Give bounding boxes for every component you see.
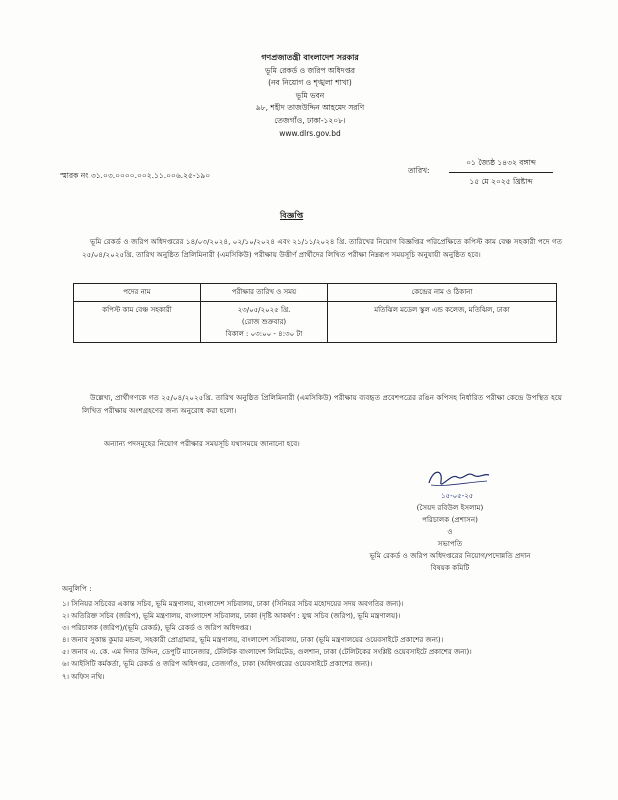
letterhead: [170, 52, 450, 140]
signatory-and: ও: [447, 527, 453, 536]
exam-day: (রোজ শুক্রবার): [241, 318, 287, 326]
list-item: ৩। পরিচালক (জরিপ)/(ভূমি রেকর্ড), ভূমি রেকর্ড ও জরিপ অধিদপ্তর।: [62, 624, 252, 633]
list-item: ৬। আইসিটি কর্মকর্তা, ভূমি রেকর্ড ও জরিপ অধিদপ্তর, তেজগাঁও, ঢাকা (অধিদপ্তরের ওয়েবসাইটে প্রকাশের জন্য)।: [62, 660, 373, 669]
header-date-time: পরীক্ষার তারিখ ও সময়: [201, 284, 328, 302]
signatory-designation: পরিচালক (প্রশাসন): [422, 515, 478, 524]
notice-paragraph-2: উল্লেখ্য, প্রার্থীগণকে গত ২৫/০৪/২০২৫খ্রি. তারিখ অনুষ্ঠিত প্রিলিমিনারী (এমসিকিউ) পরীক্ষায় ব্যবহৃত প্রবেশপত্রের রঙিন কপিসহ নির্ধারিত পরীক্ষা কেন্দ্রে উপস্থিত হয়ে লিখিত পরীক্ষায় অংশগ্রহণের জন্য অনুরোধ করা হলো।: [82, 393, 562, 415]
cell-centre: মতিঝিল মডেল স্কুল এন্ড কলেজ, মতিঝিল, ঢাকা: [328, 302, 557, 343]
list-item: ১। সিনিয়র সচিবের একান্ত সচিব, ভূমি মন্ত্রণালয়, বাংলাদেশ সচিবালয়, ঢাকা (সিনিয়র সচিব মহোদয়ের সদয় অবগতির জন্য)।: [62, 600, 404, 608]
list-item: ৪। জনাব সুকান্ত কুমার মন্ডল, সহকারী প্রোগ্রামার, ভূমি মন্ত্রণালয়, বাংলাদেশ সচিবালয়, ঢাকা (ভূমি মন্ত্রণালয়ের ওয়েবসাইটে প্রকাশের জন্য)।: [62, 636, 444, 645]
signature-date: ১৫-০৫-২৫: [441, 492, 474, 500]
header-centre: কেন্দ্রের নাম ও ঠিকানা: [328, 284, 557, 302]
website[interactable]: www.dlrs.gov.bd: [279, 128, 341, 138]
signature-icon: [423, 463, 493, 503]
notice-title: বিজ্ঞপ্তি: [280, 211, 304, 220]
table-header-row: [74, 284, 557, 302]
notice-paragraph-1: ভূমি রেকর্ড ও জরিপ অধিদপ্তরের ১৪/০৩/২০২৪, ০২/১০/২০২৪ এবং ২১/১১/২০২৪ খ্রি. তারিখের নিয়োগ বিজ্ঞপ্তির পরিপ্রেক্ষিতে কপিস্ট কাম বেঞ্চ সহকারী পদে গত ২৫/০৪/২০২৫খ্রি. তারিখ অনুষ্ঠিত প্রিলিমিনারী (এমসিকিউ) পরীক্ষায় উত্তীর্ণ প্রার্থীদের লিখিত পরীক্ষা নিম্নরূপ সময়সূচি অনুযায়ী অনুষ্ঠিত হবে।: [82, 237, 562, 259]
exam-date: ২৩/০৫/২০২৫ খ্রি.: [237, 306, 291, 314]
copy-list: [62, 598, 562, 683]
date-bangla: ০১ জ্যৈষ্ঠ ১৪৩২ বঙ্গাব্দ: [449, 158, 553, 173]
cell-post: কপিস্ট কাম বেঞ্চ সহকারী: [74, 302, 201, 343]
table-row: [74, 302, 557, 343]
copy-heading: অনুলিপি :: [62, 584, 92, 593]
date-english: ১৫ মে ২০২৫ খ্রিষ্টাব্দ: [469, 177, 533, 186]
date-box: [449, 158, 553, 189]
address-line-1: ৯৮, শহীদ তাজউদ্দিন আহমেদ সরণি: [255, 103, 365, 113]
department-name: ভূমি রেকর্ড ও জরিপ অধিদপ্তর: [264, 65, 356, 75]
exam-schedule-table: [73, 283, 557, 343]
building-name: ভূমি ভবন: [295, 90, 325, 100]
memo-number: স্মারক নং ৩১.০৩.০০০০.০০২.১১.০০৬.২৫-১৯০: [60, 171, 211, 180]
exam-time: বিকাল : ০৩:০০ - ৪:৩০ টা: [225, 330, 303, 338]
list-item: ২। অতিরিক্ত সচিব (জরিপ), ভূমি মন্ত্রণালয়, বাংলাদেশ সচিবালয়, ঢাকা (দৃষ্টি আকর্ষণ : যুগ্ম সচিব (জরিপ), ভূমি মন্ত্রণালয়)।: [62, 612, 401, 621]
committee-line-2: বিষয়ক কমিটি: [430, 563, 470, 572]
signatory-role: সভাপতি: [437, 539, 463, 548]
notice-paragraph-3: অন্যান্য পদসমূহের নিয়োগ পরীক্ষার সময়সূচি যথাসময়ে জানানো হবে।: [104, 439, 300, 448]
date-label: তারিখ:: [408, 166, 430, 175]
government-name: গণপ্রজাতন্ত্রী বাংলাদেশ সরকার: [261, 53, 359, 62]
branch-name: (নব নিয়োগ ও শৃঙ্খলা শাখা): [268, 78, 352, 88]
committee-line-1: ভূমি রেকর্ড ও জরিপ অধিদপ্তরের নিয়োগ/পদোন্নতি প্রদান: [369, 551, 531, 560]
cell-date-time: [201, 302, 328, 343]
signatory-name: (সৈয়দ রবিউল ইসলাম): [416, 503, 484, 512]
header-post: পদের নাম: [74, 284, 201, 302]
list-item: ৫। জনাব এ. কে. এম দিদার উদ্দিন, ডেপুটি ম্যানেজার, টেলিটক বাংলাদেশ লিমিটেড, গুলশান, ঢাকা (টেলিটকের সংশ্লিষ্ট ওয়েবসাইটে প্রকাশের জন্য)।: [62, 648, 472, 657]
list-item: ৭। অফিস নথি।: [62, 672, 105, 681]
signatory-block: [330, 502, 570, 574]
address-line-2: তেজগাঁও, ঢাকা-১২০৮।: [274, 115, 346, 125]
